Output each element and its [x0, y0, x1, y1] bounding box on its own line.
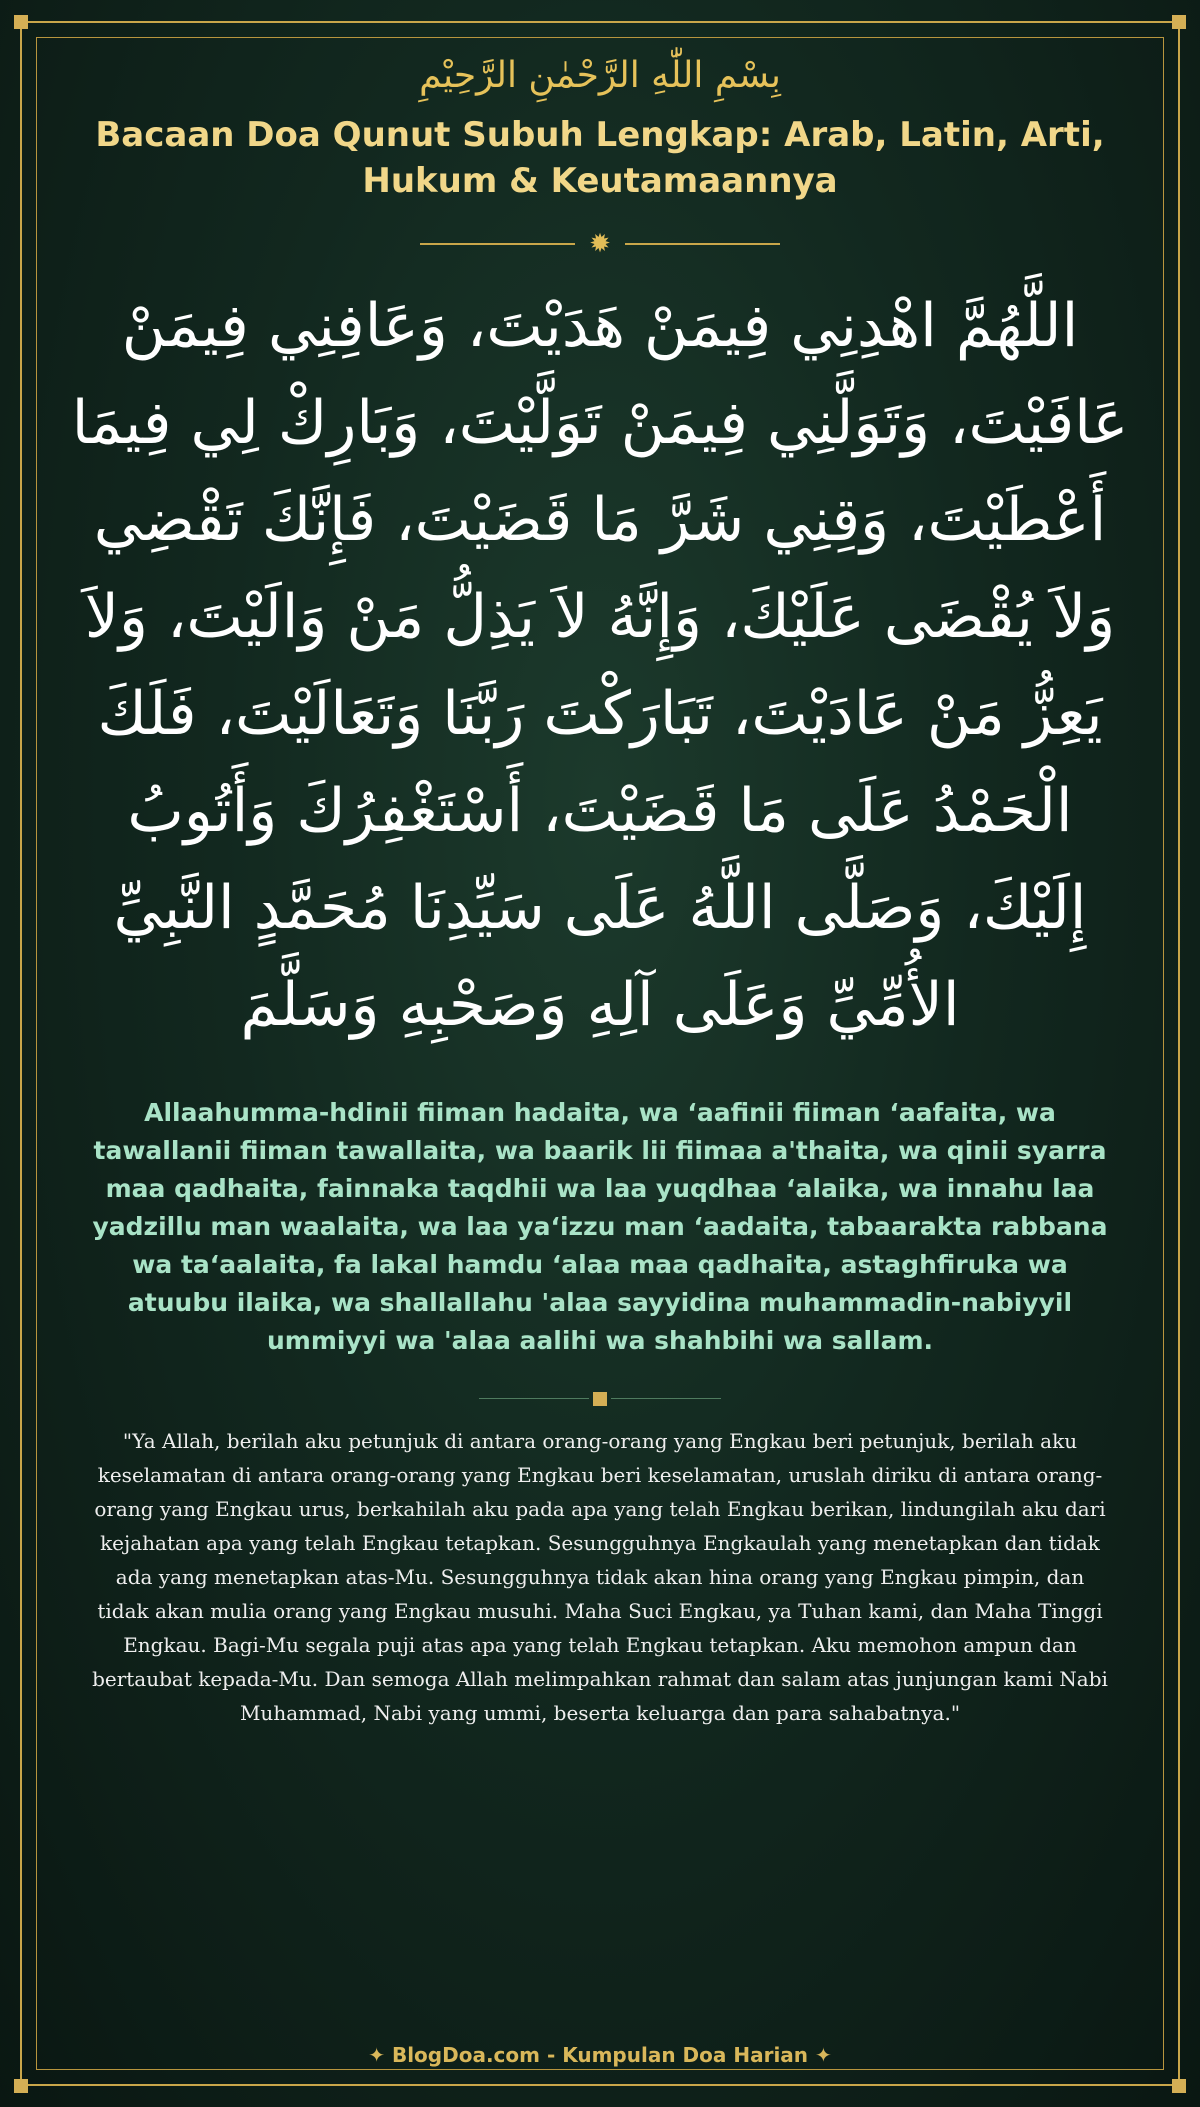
- arabic-doa-text: اللَّهُمَّ اهْدِنِي فِيمَنْ هَدَيْتَ، وَعَافِنِي فِيمَنْ عَافَيْتَ، وَتَوَلَّنِي فِيمَنْ تَوَلَّيْتَ، وَبَارِكْ لِي فِيمَا أَعْطَيْتَ، وَقِنِي شَرَّ مَا قَضَيْتَ، فَإِنَّكَ تَقْضِي وَلاَ يُقْضَى عَلَيْكَ، وَإِنَّهُ لاَ يَذِلُّ مَنْ وَالَيْتَ، وَلاَ يَعِزُّ مَنْ عَادَيْتَ، تَبَارَكْتَ رَبَّنَا وَتَعَالَيْتَ، فَلَكَ الْحَمْدُ عَلَى مَا قَضَيْتَ، أَسْتَغْفِرُكَ وَأَتُوبُ إِلَيْكَ، وَصَلَّى اللَّهُ عَلَى سَيِّدِنَا مُحَمَّدٍ النَّبِيِّ الأُمِّيِّ وَعَلَى آلِهِ وَصَحْبِهِ وَسَلَّمَ: [71, 291, 1129, 1040]
- corner-ornament-bottom-left: [14, 2079, 28, 2093]
- page-title: Bacaan Doa Qunut Subuh Lengkap: Arab, Latin, Arti, Hukum & Keutamaannya: [95, 115, 1105, 201]
- divider-line-right: [611, 1398, 721, 1399]
- bismillah-text: بِسْمِ اللّٰهِ الرَّحْمٰنِ الرَّحِيْمِ: [419, 55, 781, 96]
- ornament-divider: [420, 229, 780, 259]
- diamond-dot-icon: [593, 1392, 607, 1406]
- divider-line-left: [479, 1398, 589, 1399]
- footer-credit: ✦ BlogDoa.com - Kumpulan Doa Harian ✦: [368, 2043, 832, 2067]
- corner-ornament-top-left: [14, 15, 28, 29]
- indonesian-translation: "Ya Allah, berilah aku petunjuk di antara orang-orang yang Engkau beri petunjuk, berilah aku keselamatan di antara orang-orang yang Engkau beri keselamatan, uruslah diriku di antara orang-orang yang Engkau urus, berkahilah aku pada apa yang telah Engkau berikan, lindungilah aku dari kejahatan apa yang telah Engkau tetapkan. Sesungguhnya Engkaulah yang menetapkan dan tidak ada yang menetapkan atas-Mu. Sesungguhnya tidak akan hina orang yang Engkau pimpin, dan tidak akan mulia orang yang Engkau musuhi. Maha Suci Engkau, ya Tuhan kami, dan Maha Tinggi Engkau. Bagi-Mu segala puji atas apa yang telah Engkau tetapkan. Aku memohon ampun dan bertaubat kepada-Mu. Dan semoga Allah melimpahkan rahmat dan salam atas junjungan kami Nabi Muhammad, Nabi yang ummi, beserta keluarga dan para sahabatnya.": [92, 1429, 1108, 1725]
- corner-ornament-top-right: [1172, 15, 1186, 29]
- latin-transliteration: Allaahumma-hdinii fiiman hadaita, wa ‘aafinii fiiman ‘aafaita, wa tawallanii fiiman tawallaita, wa baarik lii fiimaa a'thaita, wa qinii syarra maa qadhaita, fainnaka taqdhii wa laa yuqdhaa ‘alaika, wa innahu laa yadzillu man waalaita, wa laa ya‘izzu man ‘aadaita, tabaarakta rabbana wa ta‘aalaita, fa lakal hamdu ‘alaa maa qadhaita, astaghfiruka wa atuubu ilaika, wa shallallahu 'alaa sayyidina muhammadin-nabiyyil ummiyyi wa 'alaa aalihi wa shahbihi wa sallam.: [92, 1098, 1108, 1355]
- corner-ornament-bottom-right: [1172, 2079, 1186, 2093]
- divider-line-right: [625, 243, 780, 245]
- flower-star-icon: ✹: [589, 229, 611, 259]
- section-divider: [479, 1392, 721, 1406]
- doa-card: [60, 40, 1140, 1730]
- divider-line-left: [420, 243, 575, 245]
